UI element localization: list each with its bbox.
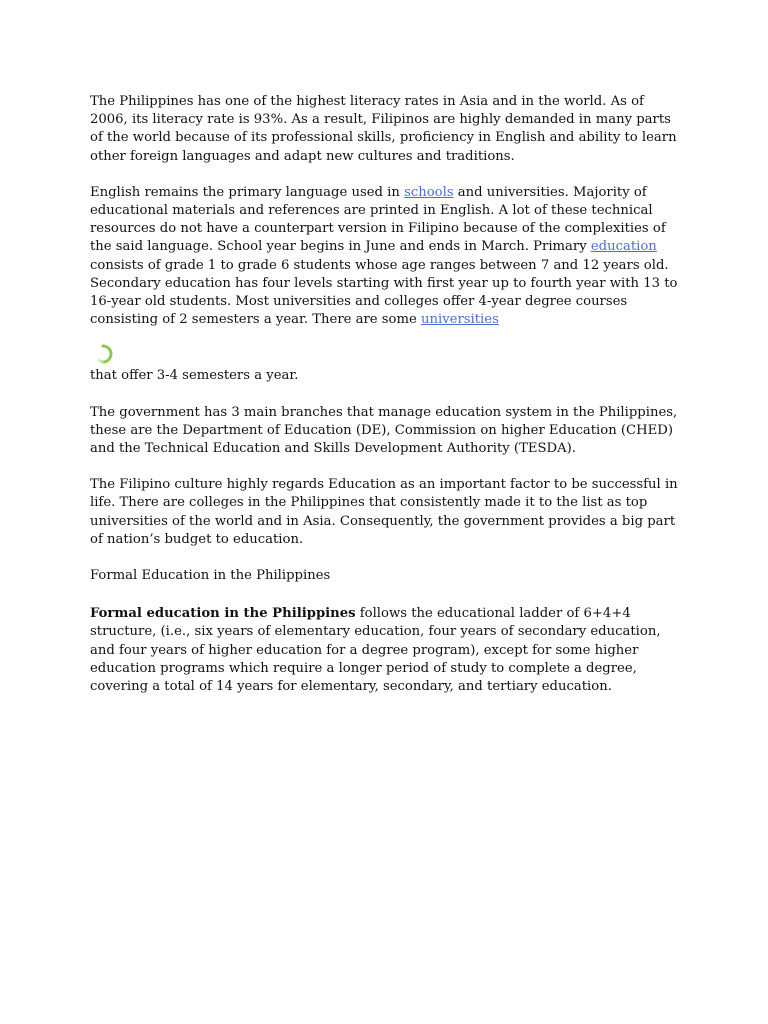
paragraph-language-text-2: and universities. Majority of educational materials and references are printed in English. A lot of these technical resources do not have a counterpart version in Filipino because of the complexities of the said language. School year begins in June and ends in March. Primary — [90, 184, 666, 255]
paragraph-formal-education — [90, 605, 680, 696]
link-education[interactable]: education — [590, 239, 657, 255]
formal-education-bold: Formal education in the Philippines — [90, 606, 356, 622]
paragraph-language — [90, 184, 680, 330]
paragraph-government: The government has 3 main branches that manage education system in the Philippines, these are the Department of Education (DE), Commission on higher Education (CHED) and the Technical Education and Skills Development Authority (TESDA). — [90, 404, 678, 457]
document-body — [90, 93, 680, 714]
loading-spinner-icon — [95, 343, 117, 365]
section-heading: Formal Education in the Philippines — [90, 568, 331, 584]
formal-education-text: follows the educational ladder of 6+4+4 structure, (i.e., six years of elementary education, four years of secondary education, and four years of higher education for a degree program), except for some higher education programs which require a longer period of study to complete a degree, covering a total of 14 years for elementary, secondary, and tertiary education. — [90, 606, 661, 695]
paragraph-language-text-1: English remains the primary language used in — [90, 184, 405, 200]
paragraph-culture: The Filipino culture highly regards Education as an important factor to be successful in life. There are colleges in the Philippines that consistently made it to the list as top universities of the world and in Asia. Consequently, the government provides a big part of nation’s budget to education. — [90, 477, 678, 547]
link-schools[interactable]: schools — [404, 184, 454, 200]
paragraph-literacy: The Philippines has one of the highest literacy rates in Asia and in the world. As of 2006, its literacy rate is 93%. As a result, Filipinos are highly demanded in many parts of the world because of its professional skills, proficiency in English and ability to learn other foreign languages and adapt new cultures and traditions. — [90, 94, 677, 164]
paragraph-language-text-3: consists of grade 1 to grade 6 students whose age ranges between 7 and 12 years old. Secondary education has four levels starting with first year up to fourth year with 13 to 16-year old students. Most universities and colleges offer 4-year degree courses consisting of 2 semesters a year. There are some — [90, 257, 678, 328]
paragraph-semesters: that offer 3-4 semesters a year. — [90, 368, 299, 384]
link-universities[interactable]: universities — [421, 312, 499, 328]
